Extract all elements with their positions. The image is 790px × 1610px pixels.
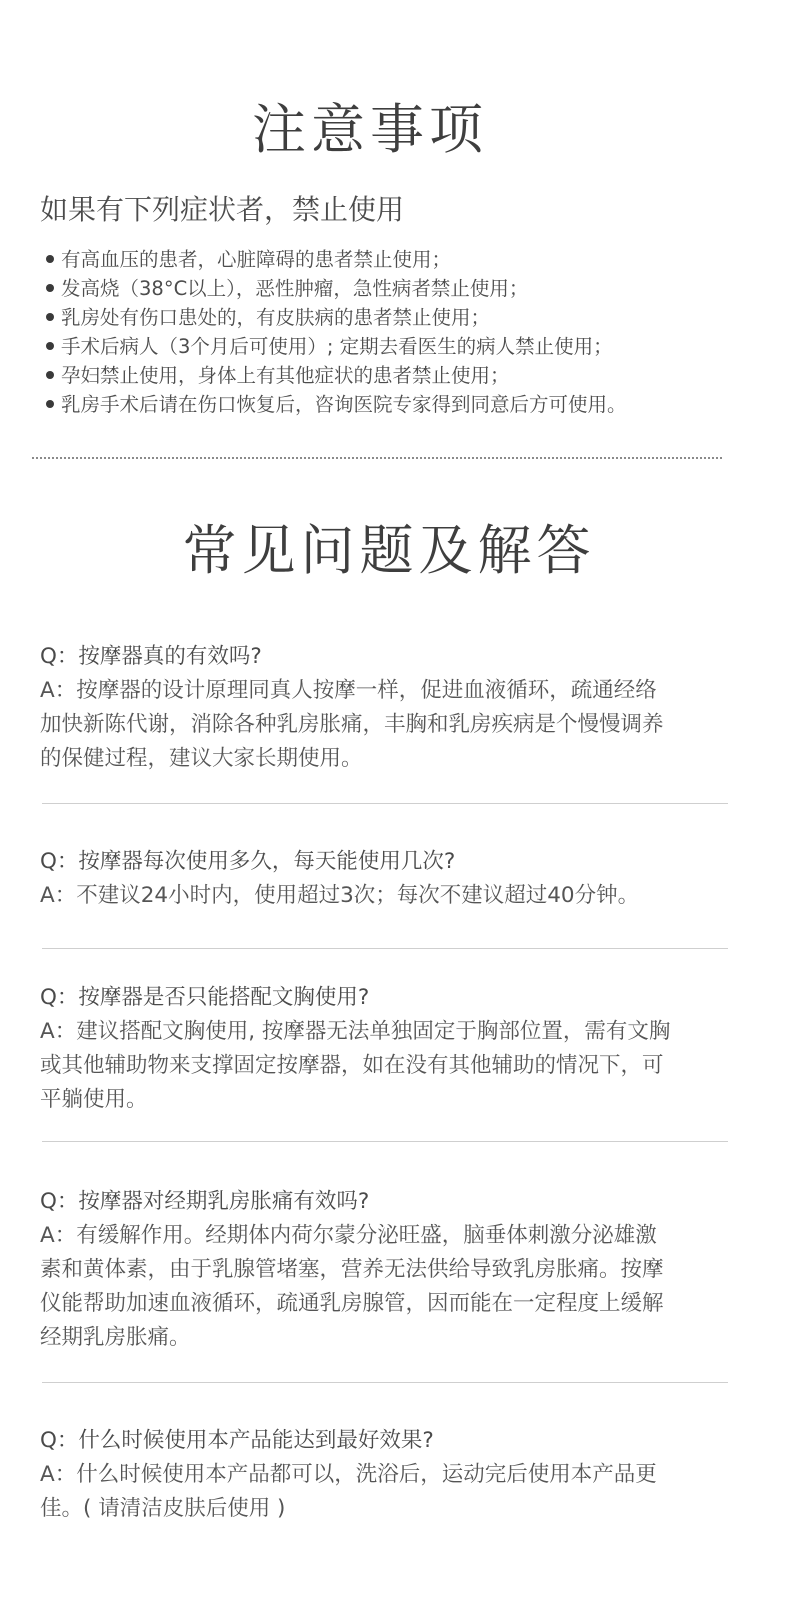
faq-item bbox=[40, 640, 740, 776]
bullet-dot-icon bbox=[46, 400, 54, 408]
list-item bbox=[46, 245, 746, 274]
cautions-subtitle: 如果有下列症状者，禁止使用 bbox=[40, 193, 405, 226]
list-item bbox=[46, 361, 746, 390]
faq-divider bbox=[42, 1141, 728, 1142]
list-item bbox=[46, 303, 746, 332]
faq-question: Q：按摩器是否只能搭配文胸使用? bbox=[40, 985, 370, 1010]
faq-item bbox=[40, 981, 740, 1117]
list-item-text: 乳房处有伤口患处的，有皮肤病的患者禁止使用； bbox=[61, 306, 491, 329]
section-divider bbox=[32, 457, 722, 459]
faq-question: Q：按摩器真的有效吗? bbox=[40, 644, 262, 669]
bullet-dot-icon bbox=[46, 342, 54, 350]
list-item bbox=[46, 332, 746, 361]
faq-answer-line: A：按摩器的设计原理同真人按摩一样，促进血液循环，疏通经络 bbox=[40, 678, 657, 703]
faq-answer-line: A：什么时候使用本产品都可以，洗浴后，运动完后使用本产品更 bbox=[40, 1462, 657, 1487]
faq-divider bbox=[42, 948, 728, 949]
faq-answer-line: A：不建议24小时内，使用超过3次；每次不建议超过40分钟。 bbox=[40, 883, 640, 908]
list-item-text: 手术后病人（3个月后可使用）; 定期去看医生的病人禁止使用； bbox=[61, 335, 613, 358]
list-item bbox=[46, 390, 746, 419]
faq-title: 常见问题及解答 bbox=[182, 519, 596, 582]
list-item-text: 孕妇禁止使用，身体上有其他症状的患者禁止使用； bbox=[61, 364, 510, 387]
list-item-text: 乳房手术后请在伤口恢复后，咨询医院专家得到同意后方可使用。 bbox=[61, 393, 627, 416]
faq-answer-line: 佳。( 请清洁皮肤后使用 ) bbox=[40, 1496, 286, 1521]
faq-answer-line: A：有缓解作用。经期体内荷尔蒙分泌旺盛，脑垂体刺激分泌雄激 bbox=[40, 1223, 657, 1248]
bullet-dot-icon bbox=[46, 313, 54, 321]
faq-answer-line: 经期乳房胀痛。 bbox=[40, 1325, 191, 1350]
faq-answer-line: 或其他辅助物来支撑固定按摩器，如在没有其他辅助的情况下，可 bbox=[40, 1053, 664, 1078]
list-item-text: 发高烧（38°C以上），恶性肿瘤，急性病者禁止使用； bbox=[61, 277, 529, 300]
faq-question: Q：按摩器对经期乳房胀痛有效吗? bbox=[40, 1189, 370, 1214]
faq-answer-line: 加快新陈代谢，消除各种乳房胀痛，丰胸和乳房疾病是个慢慢调养 bbox=[40, 712, 664, 737]
list-item bbox=[46, 274, 746, 303]
faq-answer-line: 仪能帮助加速血液循环，疏通乳房腺管，因而能在一定程度上缓解 bbox=[40, 1291, 664, 1316]
bullet-dot-icon bbox=[46, 255, 54, 263]
faq-answer-line: A：建议搭配文胸使用, 按摩器无法单独固定于胸部位置，需有文胸 bbox=[40, 1019, 671, 1044]
cautions-title: 注意事项 bbox=[252, 98, 488, 161]
bullet-dot-icon bbox=[46, 284, 54, 292]
cautions-list bbox=[46, 245, 746, 419]
faq-item bbox=[40, 1185, 740, 1355]
bullet-dot-icon bbox=[46, 371, 54, 379]
faq-divider bbox=[42, 1382, 728, 1383]
faq-answer-line: 素和黄体素，由于乳腺管堵塞，营养无法供给导致乳房胀痛。按摩 bbox=[40, 1257, 664, 1282]
faq-answer-line: 的保健过程，建议大家长期使用。 bbox=[40, 746, 363, 771]
faq-item bbox=[40, 845, 740, 913]
faq-question: Q：按摩器每次使用多久，每天能使用几次? bbox=[40, 849, 456, 874]
faq-question: Q：什么时候使用本产品能达到最好效果? bbox=[40, 1428, 434, 1453]
list-item-text: 有高血压的患者，心脏障碍的患者禁止使用； bbox=[61, 248, 452, 271]
faq-answer-line: 平躺使用。 bbox=[40, 1087, 148, 1112]
faq-item bbox=[40, 1424, 740, 1526]
faq-divider bbox=[42, 803, 728, 804]
